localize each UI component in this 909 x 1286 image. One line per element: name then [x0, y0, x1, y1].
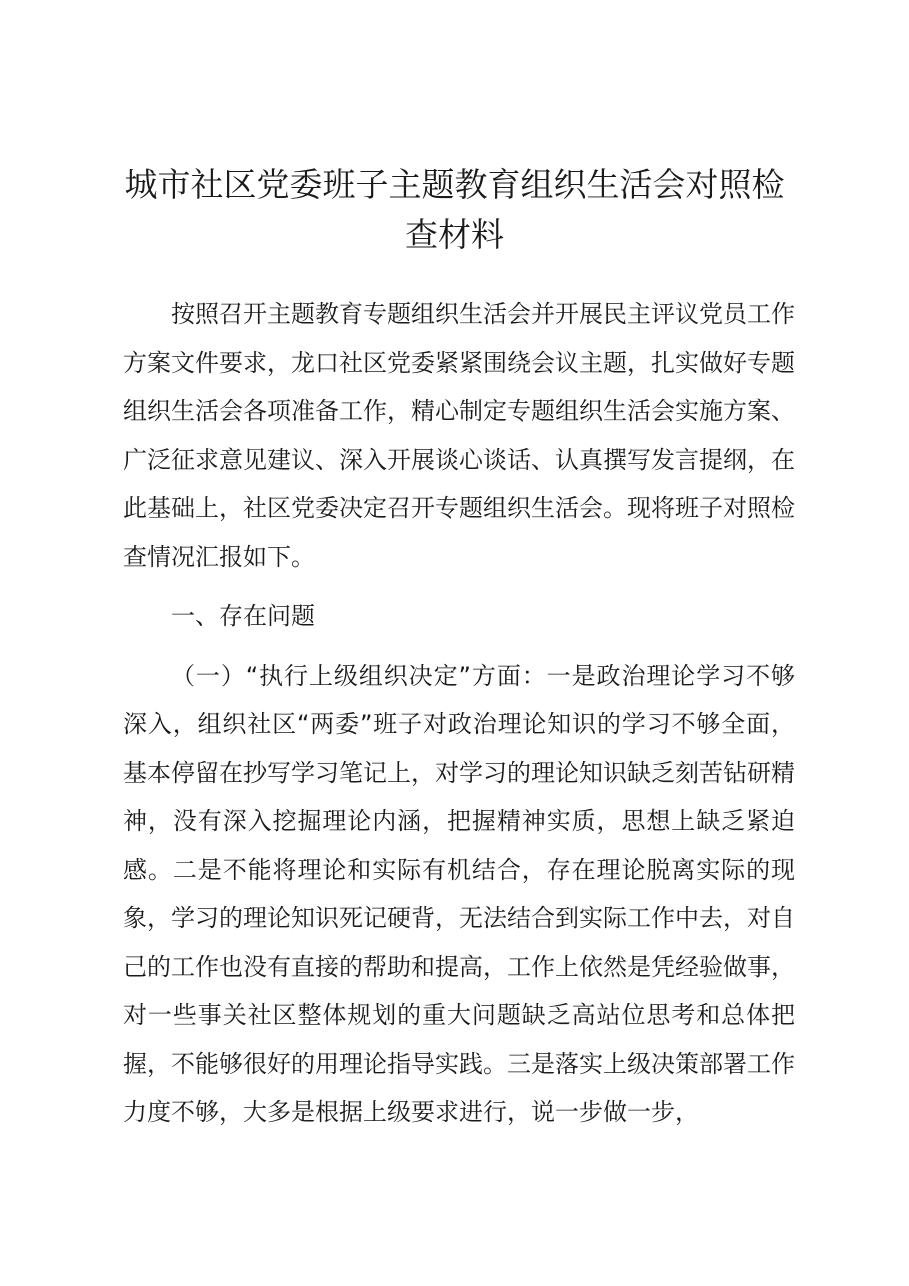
section-heading-problems: 一、存在问题	[171, 602, 315, 630]
document-title: 城市社区党委班子主题教育组织生活会对照检查材料	[124, 165, 785, 254]
intro-paragraph: 按照召开主题教育专题组织生活会并开展民主评议党员工作方案文件要求，龙口社区党委紧紧围绕会议主题，扎实做好专题组织生活会各项准备工作，精心制定专题组织生活会实施方案、广泛征求意见建议、深入开展谈心谈话、认真撰写发言提纲，在此基础上，社区党委决定召开专题组织生活会。现将班子对照检查情况汇报如下。	[123, 300, 795, 571]
point-one-paragraph: （一）“执行上级组织决定”方面：一是政治理论学习不够深入，组织社区“两委”班子对政治理论知识的学习不够全面，基本停留在抄写学习笔记上，对学习的理论知识缺乏刻苦钻研精神，没有深入挖掘理论内涵，把握精神实质，思想上缺乏紧迫感。二是不能将理论和实际有机结合，存在理论脱离实际的现象，学习的理论知识死记硬背，无法结合到实际工作中去，对自己的工作也没有直接的帮助和提高，工作上依然是凭经验做事，对一些事关社区整体规划的重大问题缺乏高站位思考和总体把握，不能够很好的用理论指导实践。三是落实上级决策部署工作力度不够，大多是根据上级要求进行，说一步做一步，	[123, 661, 795, 1126]
document-body	[123, 290, 795, 1137]
